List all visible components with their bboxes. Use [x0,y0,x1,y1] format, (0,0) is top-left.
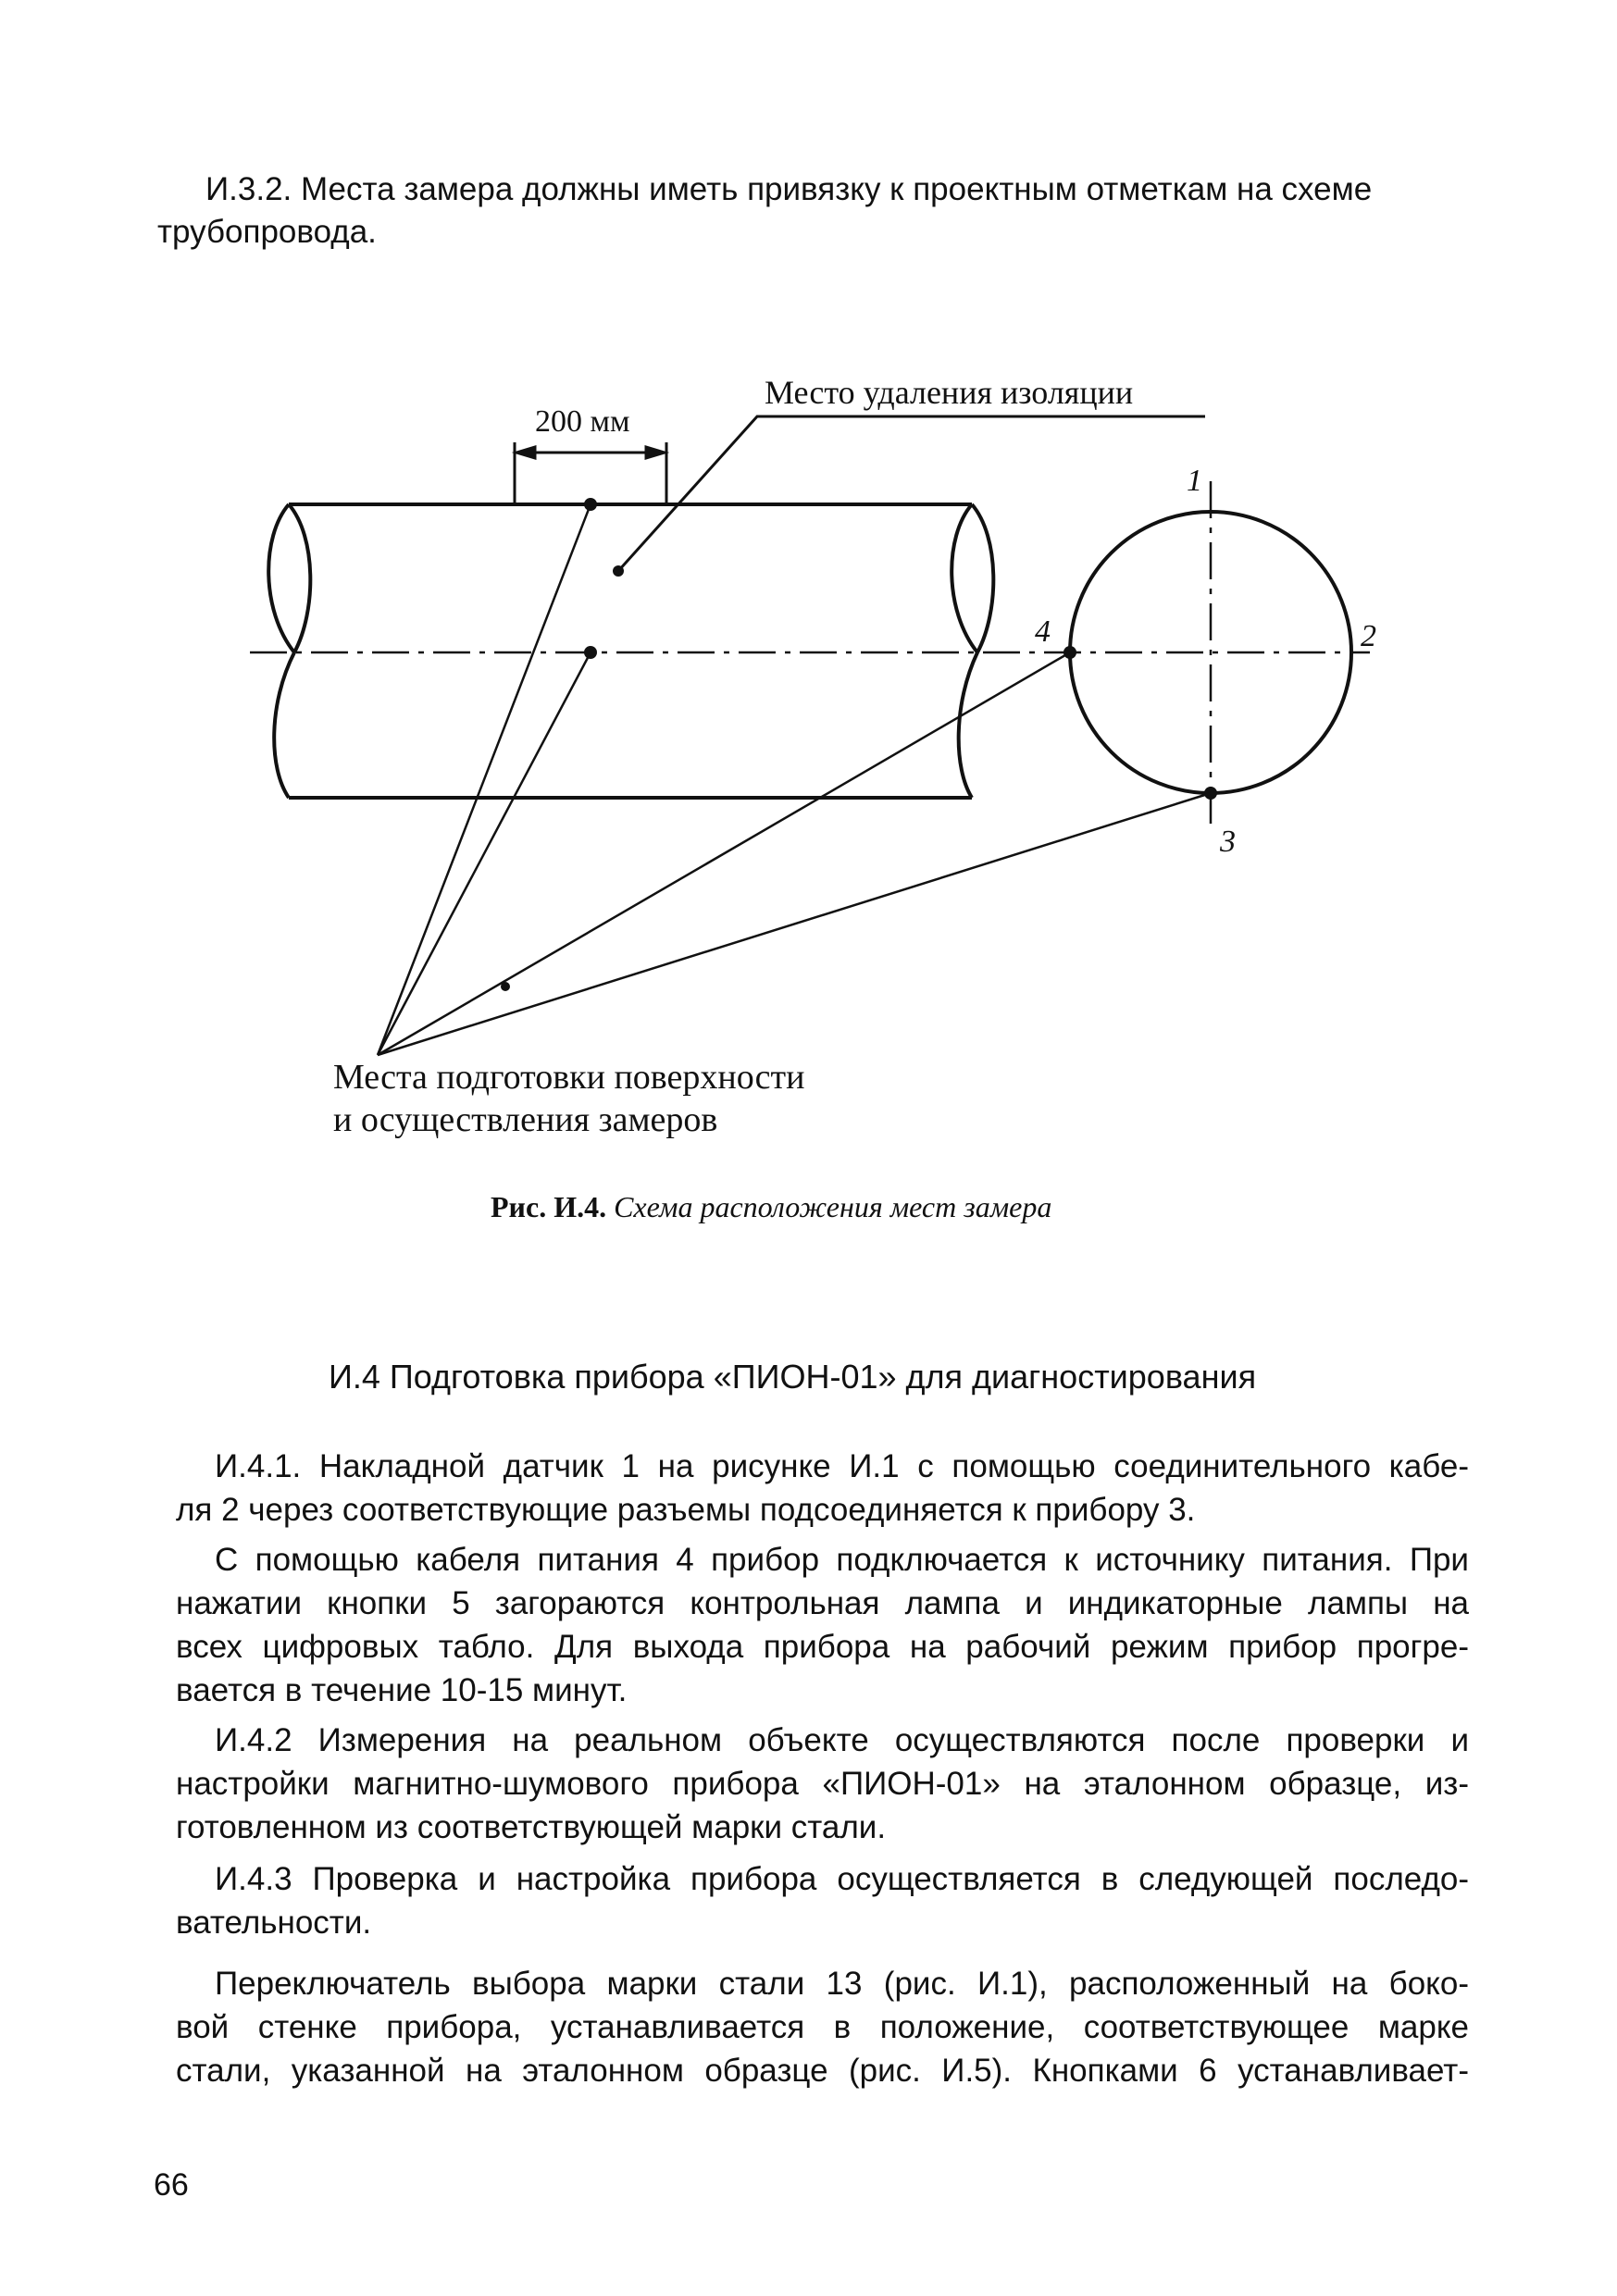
insulation-label: Место удаления изоляции [765,374,1134,411]
caption-text: Схема расположения мест замера [614,1190,1052,1223]
surface-label-line-1: Места подготовки поверхности [333,1058,805,1097]
intro-line-1: И.3.2. Места замера должны иметь привязку к проектным отметкам на схеме [205,171,1373,207]
point-label-4: 4 [1035,614,1051,649]
caption-prefix: Рис. И.4. [491,1190,607,1223]
p2-line-4: вается в течение 10-15 минут. [176,1672,628,1708]
pipe-drawing [268,504,993,798]
p3-line-2: настройки магнитно-шумового прибора «ПИОН-01» на эталонном образце, из- [176,1766,1469,1802]
section-heading: И.4 Подготовка прибора «ПИОН-01» для диагностирования [329,1358,1257,1396]
p3-line-3: готовленном из соответствующей марки стали. [176,1809,887,1845]
p2-line-1: С помощью кабеля питания 4 прибор подключается к источнику питания. При [215,1542,1469,1578]
insulation-point [613,565,624,577]
surface-label-line-2: и осуществления замеров [333,1100,718,1139]
p3-line-1: И.4.2 Измерения на реальном объекте осуществляются после проверки и [215,1722,1469,1758]
p1-line-2: ля 2 через соответствующие разъемы подсоединяется к прибору 3. [176,1492,1196,1528]
p4-line-2: вательности. [176,1905,372,1941]
point-label-1: 1 [1187,464,1202,498]
intro-line-2: трубопровода. [157,214,377,250]
page-number: 66 [154,2167,189,2203]
p4-line-1: И.4.3 Проверка и настройка прибора осуществляется в следующей последо- [215,1861,1469,1897]
p5-line-3: стали, указанной на эталонном образце (рис. И.5). Кнопками 6 устанавливает- [176,2053,1469,2089]
p2-line-3: всех цифровых табло. Для выхода прибора на рабочий режим прибор прогре- [176,1629,1469,1665]
figure-caption [491,1190,1051,1224]
leader-mark [501,982,510,991]
p1-line-1: И.4.1. Накладной датчик 1 на рисунке И.1 с помощью соединительного кабе- [215,1448,1469,1484]
p2-line-2: нажатии кнопки 5 загораются контрольная лампа и индикаторные лампы на [176,1585,1469,1621]
dimension-200mm [515,442,666,504]
point-label-3: 3 [1220,825,1236,859]
p5-line-2: вой стенке прибора, устанавливается в положение, соответствующее марке [176,2009,1469,2045]
point-label-2: 2 [1361,619,1376,653]
dimension-label: 200 мм [535,404,630,439]
p5-line-1: Переключатель выбора марки стали 13 (рис. И.1), расположенный на боко- [215,1966,1469,2002]
